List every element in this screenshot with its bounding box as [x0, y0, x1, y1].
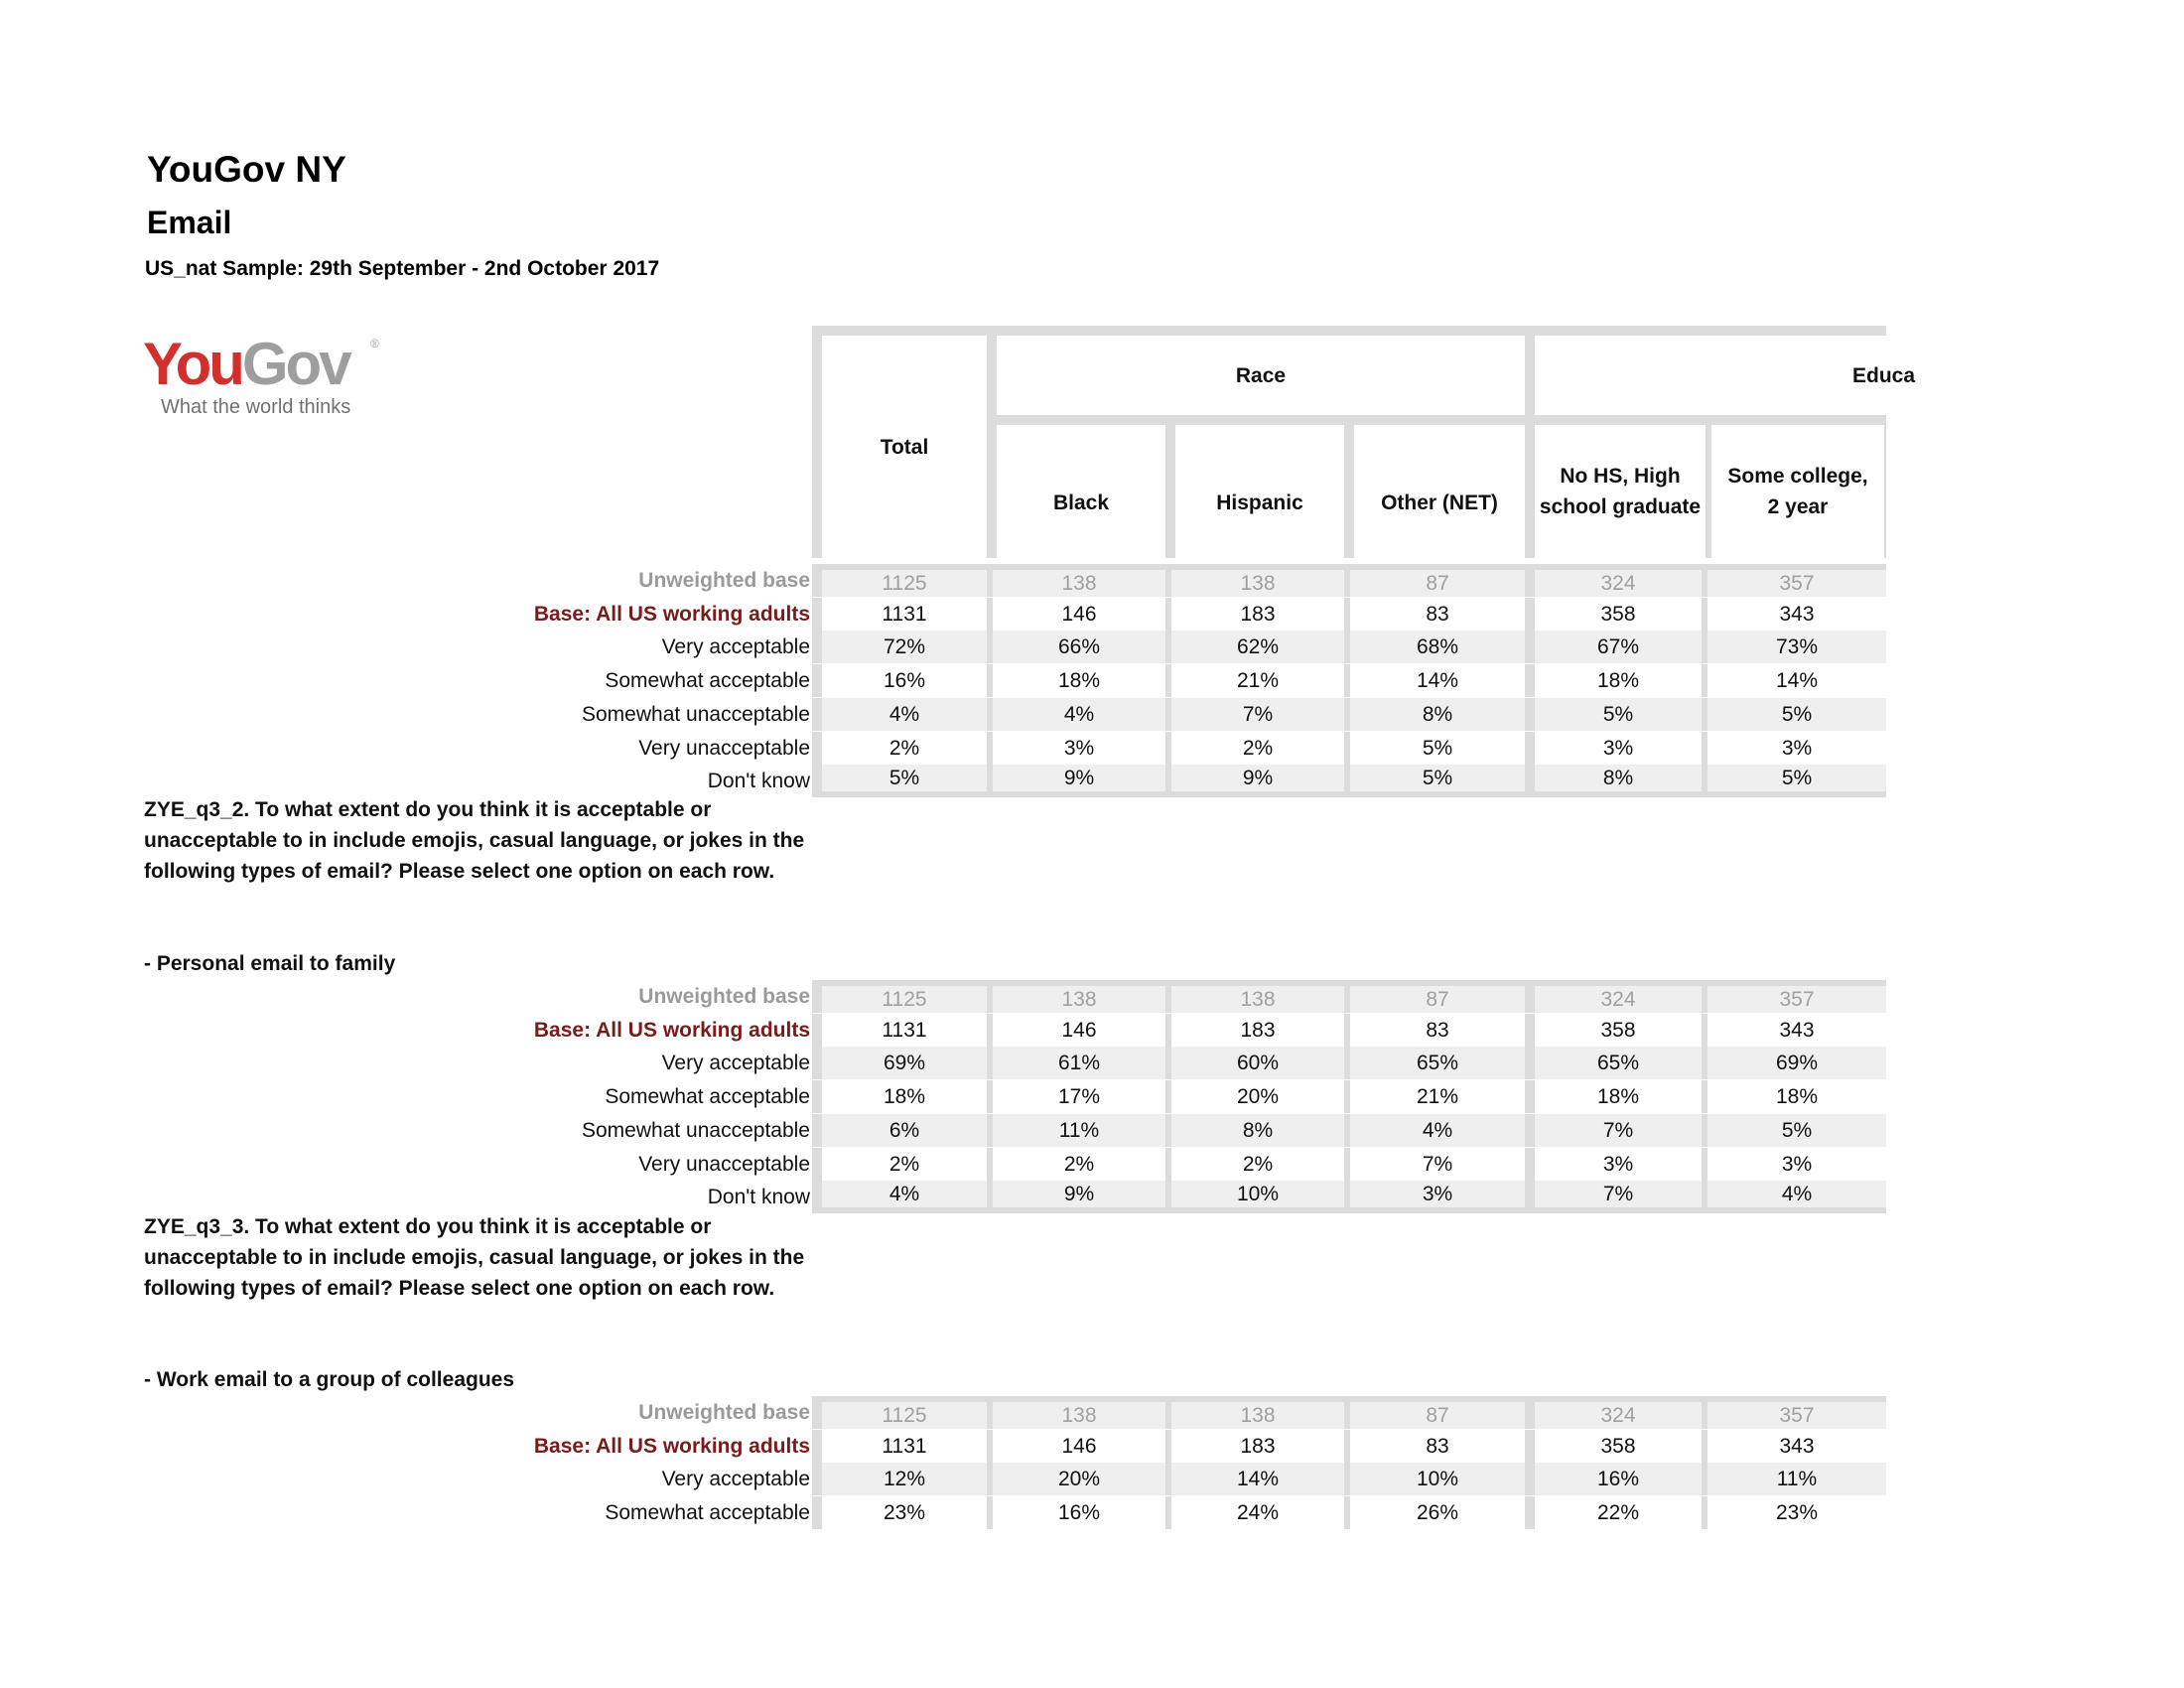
- yougov-logo: [143, 331, 401, 424]
- table-cell: 72%: [812, 631, 987, 663]
- table-cell: 23%: [1702, 1496, 1886, 1529]
- table-cell: 4%: [812, 698, 987, 731]
- table-cell: 343: [1702, 1430, 1886, 1463]
- table-row: [812, 1463, 1886, 1495]
- table-row: [812, 1080, 1886, 1113]
- table-cell: 138: [1165, 986, 1344, 1013]
- table-cell: 324: [1525, 986, 1702, 1013]
- table-cell: 7%: [1525, 1181, 1702, 1207]
- table-cell: 24%: [1165, 1496, 1344, 1529]
- report-subtitle: Email: [147, 205, 232, 240]
- table-cell: 69%: [1702, 1047, 1886, 1079]
- col-header-other: Other (NET): [1354, 425, 1525, 558]
- table-cell: 7%: [1165, 698, 1344, 731]
- row-label: Somewhat acceptable: [605, 1085, 810, 1108]
- table-row: [812, 1396, 1886, 1429]
- table-cell: 358: [1525, 1014, 1702, 1047]
- table-cell: 138: [1165, 570, 1344, 597]
- table-cell: 10%: [1165, 1181, 1344, 1207]
- table-cell: 5%: [1702, 765, 1886, 791]
- table-cell: 65%: [1525, 1047, 1702, 1079]
- table-cell: 7%: [1344, 1148, 1525, 1181]
- table-cell: 8%: [1525, 765, 1702, 791]
- table-cell: 62%: [1165, 631, 1344, 663]
- table-cell: 9%: [987, 1181, 1165, 1207]
- table-row: [812, 1181, 1886, 1213]
- table-cell: 4%: [987, 698, 1165, 731]
- table-cell: 2%: [1165, 732, 1344, 765]
- table-cell: 7%: [1525, 1114, 1702, 1147]
- table-cell: 324: [1525, 570, 1702, 597]
- table-cell: 11%: [1702, 1463, 1886, 1495]
- table-cell: 18%: [1525, 664, 1702, 697]
- table-cell: 1131: [812, 1014, 987, 1047]
- table-cell: 9%: [1165, 765, 1344, 791]
- table-cell: 183: [1165, 598, 1344, 631]
- table-cell: 26%: [1344, 1496, 1525, 1529]
- table-cell: 1125: [812, 1402, 987, 1429]
- table-cell: 87: [1344, 986, 1525, 1013]
- table-cell: 3%: [1525, 1148, 1702, 1181]
- table-cell: 61%: [987, 1047, 1165, 1079]
- table-cell: 357: [1702, 570, 1886, 597]
- row-label: Somewhat unacceptable: [582, 703, 810, 726]
- table-row: [812, 1014, 1886, 1047]
- table-cell: 343: [1702, 1014, 1886, 1047]
- table-row: [812, 765, 1886, 797]
- table-cell: 357: [1702, 986, 1886, 1013]
- logo-wordmark: [143, 331, 349, 397]
- table-cell: 2%: [987, 1148, 1165, 1181]
- table-cell: 12%: [812, 1463, 987, 1495]
- table-cell: 14%: [1702, 664, 1886, 697]
- table-cell: 5%: [812, 765, 987, 791]
- table-cell: 1131: [812, 1430, 987, 1463]
- table-cell: 324: [1525, 1402, 1702, 1429]
- logo-tagline: What the world thinks: [161, 396, 351, 418]
- report-title: YouGov NY: [147, 149, 346, 190]
- table-cell: 5%: [1702, 698, 1886, 731]
- table-cell: 16%: [812, 664, 987, 697]
- table-cell: 11%: [987, 1114, 1165, 1147]
- table-cell: 4%: [812, 1181, 987, 1207]
- row-label: Don't know: [707, 1186, 810, 1208]
- table-cell: 18%: [987, 664, 1165, 697]
- col-header-no-hs: No HS, High school graduate: [1535, 425, 1706, 558]
- table-cell: 18%: [1702, 1080, 1886, 1113]
- table-cell: 10%: [1344, 1463, 1525, 1495]
- table-cell: 16%: [987, 1496, 1165, 1529]
- row-label: Base: All US working adults: [533, 603, 810, 626]
- row-label: Very acceptable: [661, 1052, 810, 1074]
- row-label: Unweighted base: [638, 985, 810, 1008]
- table-cell: 21%: [1344, 1080, 1525, 1113]
- table-cell: 23%: [812, 1496, 987, 1529]
- table-row: [812, 1114, 1886, 1147]
- question-subitem: - Work email to a group of colleagues: [144, 1368, 515, 1391]
- table-cell: 5%: [1702, 1114, 1886, 1147]
- table-cell: 1125: [812, 986, 987, 1013]
- table-cell: 146: [987, 598, 1165, 631]
- table-cell: 138: [987, 986, 1165, 1013]
- table-cell: 146: [987, 1430, 1165, 1463]
- table-cell: 138: [1165, 1402, 1344, 1429]
- col-header-some-college: Some college, 2 year: [1711, 425, 1884, 558]
- table-row: [812, 1496, 1886, 1529]
- table-cell: 73%: [1702, 631, 1886, 663]
- table-cell: 8%: [1344, 698, 1525, 731]
- row-label: Somewhat acceptable: [605, 1501, 810, 1524]
- table-cell: 67%: [1525, 631, 1702, 663]
- question-text: ZYE_q3_3. To what extent do you think it is acceptable or unacceptable to in include emojis, casual language, or jokes in the following types of email? Please select one option on each row.: [144, 1215, 805, 1300]
- col-group-race: Race: [997, 336, 1525, 415]
- row-label: Very acceptable: [661, 635, 810, 658]
- table-row: [812, 664, 1886, 697]
- table-cell: 6%: [812, 1114, 987, 1147]
- table-row: [812, 598, 1886, 631]
- table-cell: 9%: [987, 765, 1165, 791]
- row-label: Somewhat acceptable: [605, 669, 810, 692]
- table-cell: 5%: [1525, 698, 1702, 731]
- table-row: [812, 1148, 1886, 1181]
- row-label: Very unacceptable: [638, 737, 810, 760]
- table-cell: 4%: [1702, 1181, 1886, 1207]
- row-label: Very acceptable: [661, 1468, 810, 1490]
- col-header-black: Black: [997, 425, 1165, 558]
- logo-you: You: [143, 331, 242, 397]
- table-row: [812, 980, 1886, 1013]
- table-cell: 4%: [1344, 1114, 1525, 1147]
- table-cell: 3%: [1702, 732, 1886, 765]
- table-cell: 2%: [812, 1148, 987, 1181]
- table-cell: 14%: [1344, 664, 1525, 697]
- table-cell: 83: [1344, 1014, 1525, 1047]
- row-label: Unweighted base: [638, 1401, 810, 1424]
- logo-registered-mark: ®: [370, 337, 379, 351]
- table-cell: 357: [1702, 1402, 1886, 1429]
- table-cell: 183: [1165, 1430, 1344, 1463]
- table-cell: 5%: [1344, 732, 1525, 765]
- table-cell: 3%: [1702, 1148, 1886, 1181]
- table-cell: 358: [1525, 598, 1702, 631]
- table-cell: 87: [1344, 1402, 1525, 1429]
- table-cell: 2%: [1165, 1148, 1344, 1181]
- col-header-hispanic: Hispanic: [1175, 425, 1344, 558]
- question-text: ZYE_q3_2. To what extent do you think it is acceptable or unacceptable to in include emojis, casual language, or jokes in the following types of email? Please select one option on each row.: [144, 798, 805, 883]
- row-label: Base: All US working adults: [533, 1019, 810, 1042]
- table-row: [812, 631, 1886, 663]
- table-cell: 20%: [987, 1463, 1165, 1495]
- table-cell: 18%: [1525, 1080, 1702, 1113]
- col-header-total: Total: [822, 336, 987, 558]
- table-cell: 18%: [812, 1080, 987, 1113]
- table-cell: 17%: [987, 1080, 1165, 1113]
- logo-gov: Gov: [241, 331, 349, 397]
- table-cell: 83: [1344, 598, 1525, 631]
- table-cell: 83: [1344, 1430, 1525, 1463]
- table-cell: 60%: [1165, 1047, 1344, 1079]
- row-label: Very unacceptable: [638, 1153, 810, 1176]
- table-cell: 358: [1525, 1430, 1702, 1463]
- table-cell: 5%: [1344, 765, 1525, 791]
- table-cell: 68%: [1344, 631, 1525, 663]
- table-row: [812, 564, 1886, 597]
- table-cell: 146: [987, 1014, 1165, 1047]
- table-cell: 2%: [812, 732, 987, 765]
- row-label: Base: All US working adults: [533, 1435, 810, 1458]
- table-cell: 3%: [1344, 1181, 1525, 1207]
- table-cell: 87: [1344, 570, 1525, 597]
- table-cell: 1125: [812, 570, 987, 597]
- table-cell: 22%: [1525, 1496, 1702, 1529]
- table-cell: 16%: [1525, 1463, 1702, 1495]
- table-cell: 65%: [1344, 1047, 1525, 1079]
- table-cell: 14%: [1165, 1463, 1344, 1495]
- table-cell: 183: [1165, 1014, 1344, 1047]
- sample-info: US_nat Sample: 29th September - 2nd October 2017: [145, 257, 660, 280]
- table-cell: 8%: [1165, 1114, 1344, 1147]
- table-header: [812, 326, 1916, 558]
- question-subitem: - Personal email to family: [144, 952, 396, 975]
- table-cell: 3%: [987, 732, 1165, 765]
- row-label: Don't know: [707, 770, 810, 792]
- table-cell: 343: [1702, 598, 1886, 631]
- row-label: Somewhat unacceptable: [582, 1119, 810, 1142]
- table-row: [812, 698, 1886, 731]
- table-cell: 69%: [812, 1047, 987, 1079]
- table-row: [812, 732, 1886, 765]
- table-row: [812, 1430, 1886, 1463]
- table-cell: 66%: [987, 631, 1165, 663]
- row-label: Unweighted base: [638, 569, 810, 592]
- table-cell: 20%: [1165, 1080, 1344, 1113]
- table-cell: 138: [987, 570, 1165, 597]
- table-cell: 138: [987, 1402, 1165, 1429]
- table-cell: 3%: [1525, 732, 1702, 765]
- table-cell: 21%: [1165, 664, 1344, 697]
- table-row: [812, 1047, 1886, 1079]
- table-cell: 1131: [812, 598, 987, 631]
- col-group-education: Educa: [1535, 336, 1886, 415]
